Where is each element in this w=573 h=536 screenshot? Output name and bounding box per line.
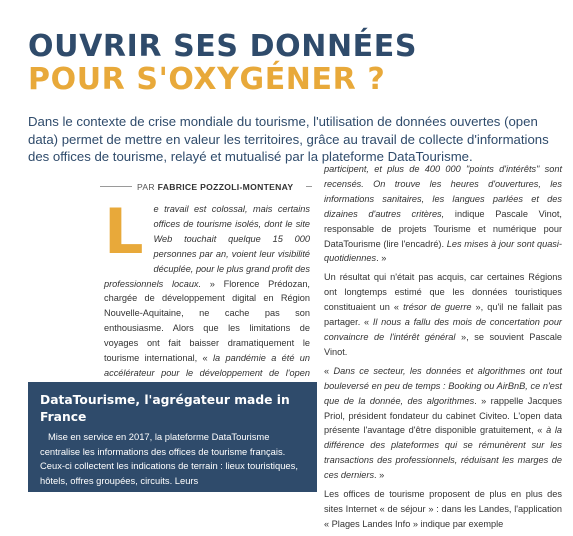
right-column xyxy=(324,162,562,536)
left-column xyxy=(104,195,310,400)
drop-cap: L xyxy=(104,195,144,268)
quote-tresor: trésor de guerre xyxy=(403,302,472,313)
text-span: Un résultat qui n'était pas acquis, car certaines Régions ont longtemps estimé que les données touristiques constituaient un « xyxy=(324,272,562,313)
right-paragraph-3 xyxy=(324,364,562,483)
text-span: », se souvient Pascale Vinot. xyxy=(324,331,562,357)
quote-italic-2: la pandémie a été un accélérateur pour le développement de l'open xyxy=(104,353,310,378)
title-line-1: OUVRIR SES DONNÉES xyxy=(28,29,418,64)
title-line-2: POUR S'OXYGÉNER ? xyxy=(28,62,386,97)
byline-rule-right xyxy=(306,186,312,187)
sidebar-box-body: Mise en service en 2017, la plateforme DataTourisme centralise les informations des offices de tourisme français. Ceux-ci collectent les indications de terrain : lieux touristiques, hôtels, offres groupées, circuits. Leurs xyxy=(40,431,298,486)
text-span: », qu'il ne fallait pas partager. « xyxy=(324,302,563,328)
byline-rule-left xyxy=(100,186,132,187)
byline xyxy=(137,182,305,192)
text-span: . » xyxy=(374,470,385,481)
quote-concertation: Il nous a fallu des mois de concertation pour convaincre de l'intérêt général xyxy=(324,317,562,342)
quote-plateformes: à la différence des plateformes qui se rémunèrent sur les transactions des professionnels, réduisant les marges de ces derniers xyxy=(324,425,562,481)
byline-author: FABRICE POZZOLI-MONTENAY xyxy=(157,182,294,192)
right-paragraph-1 xyxy=(324,162,562,266)
quote-attribution: » Florence Prédozan, chargée de développement digital en Région Nouvelle-Aquitaine, ne cache pas son enthousiasme. Alors que les limitations de voyages ont fait baisser dramatiquement le tourisme international, « xyxy=(104,278,310,364)
lead-paragraph: Dans le contexte de crise mondiale du tourisme, l'utilisation de données ouvertes (open data) permet de mettre en valeur les territoires, grâce au travail de collecte d'informations des offices de tourisme, relayé et mutualisé par la plateforme DataTourisme. xyxy=(28,114,549,164)
right-paragraph-2 xyxy=(324,270,562,359)
article-title xyxy=(28,30,417,96)
text-span: . » rappelle Jacques Priol, président fondateur du cabinet Civiteo. L'open data présente l'avantage d'être disponible gratuitement, « xyxy=(324,395,562,436)
right-paragraph-4: Les offices de tourisme proposent de plus en plus des sites Internet « de séjour » : dans les Landes, l'application « Plages Landes Info » indique par exemple xyxy=(324,489,562,529)
quote-close: . » xyxy=(376,253,387,264)
quote-updates: Les mises à jour sont quasi-quotidiennes xyxy=(324,238,562,264)
quote-continued: participent, et plus de 400 000 "points d'intérêts" sont recensés. On trouve les heures d'ouvertures, les informations sanitaires, les langues parlées et des dizaines d'autres critères, xyxy=(324,164,562,219)
quote-priol: Dans ce secteur, les données et algorithmes ont tout bouleversé en peu de temps : Booking ou AirBnB, ce n'est que de la donnée, des algorithmes xyxy=(324,365,562,406)
quote-italic: e travail est colossal, mais certains offices de tourisme isolés, dont le site Web touchait quelque 15 000 personnes par an, voient leur visibilité décuplée, pour le plus grand profit des professionnels locaux. xyxy=(104,204,310,289)
text-span: « xyxy=(324,365,334,376)
attribution-vinot: indique Pascale Vinot, responsable de projets Tourisme et numérique pour DataTourisme (lire l'encadré). xyxy=(324,208,562,249)
sidebar-box-title: DataTourisme, l'agrégateur made in France xyxy=(40,393,290,424)
byline-prefix: PAR xyxy=(137,182,158,192)
